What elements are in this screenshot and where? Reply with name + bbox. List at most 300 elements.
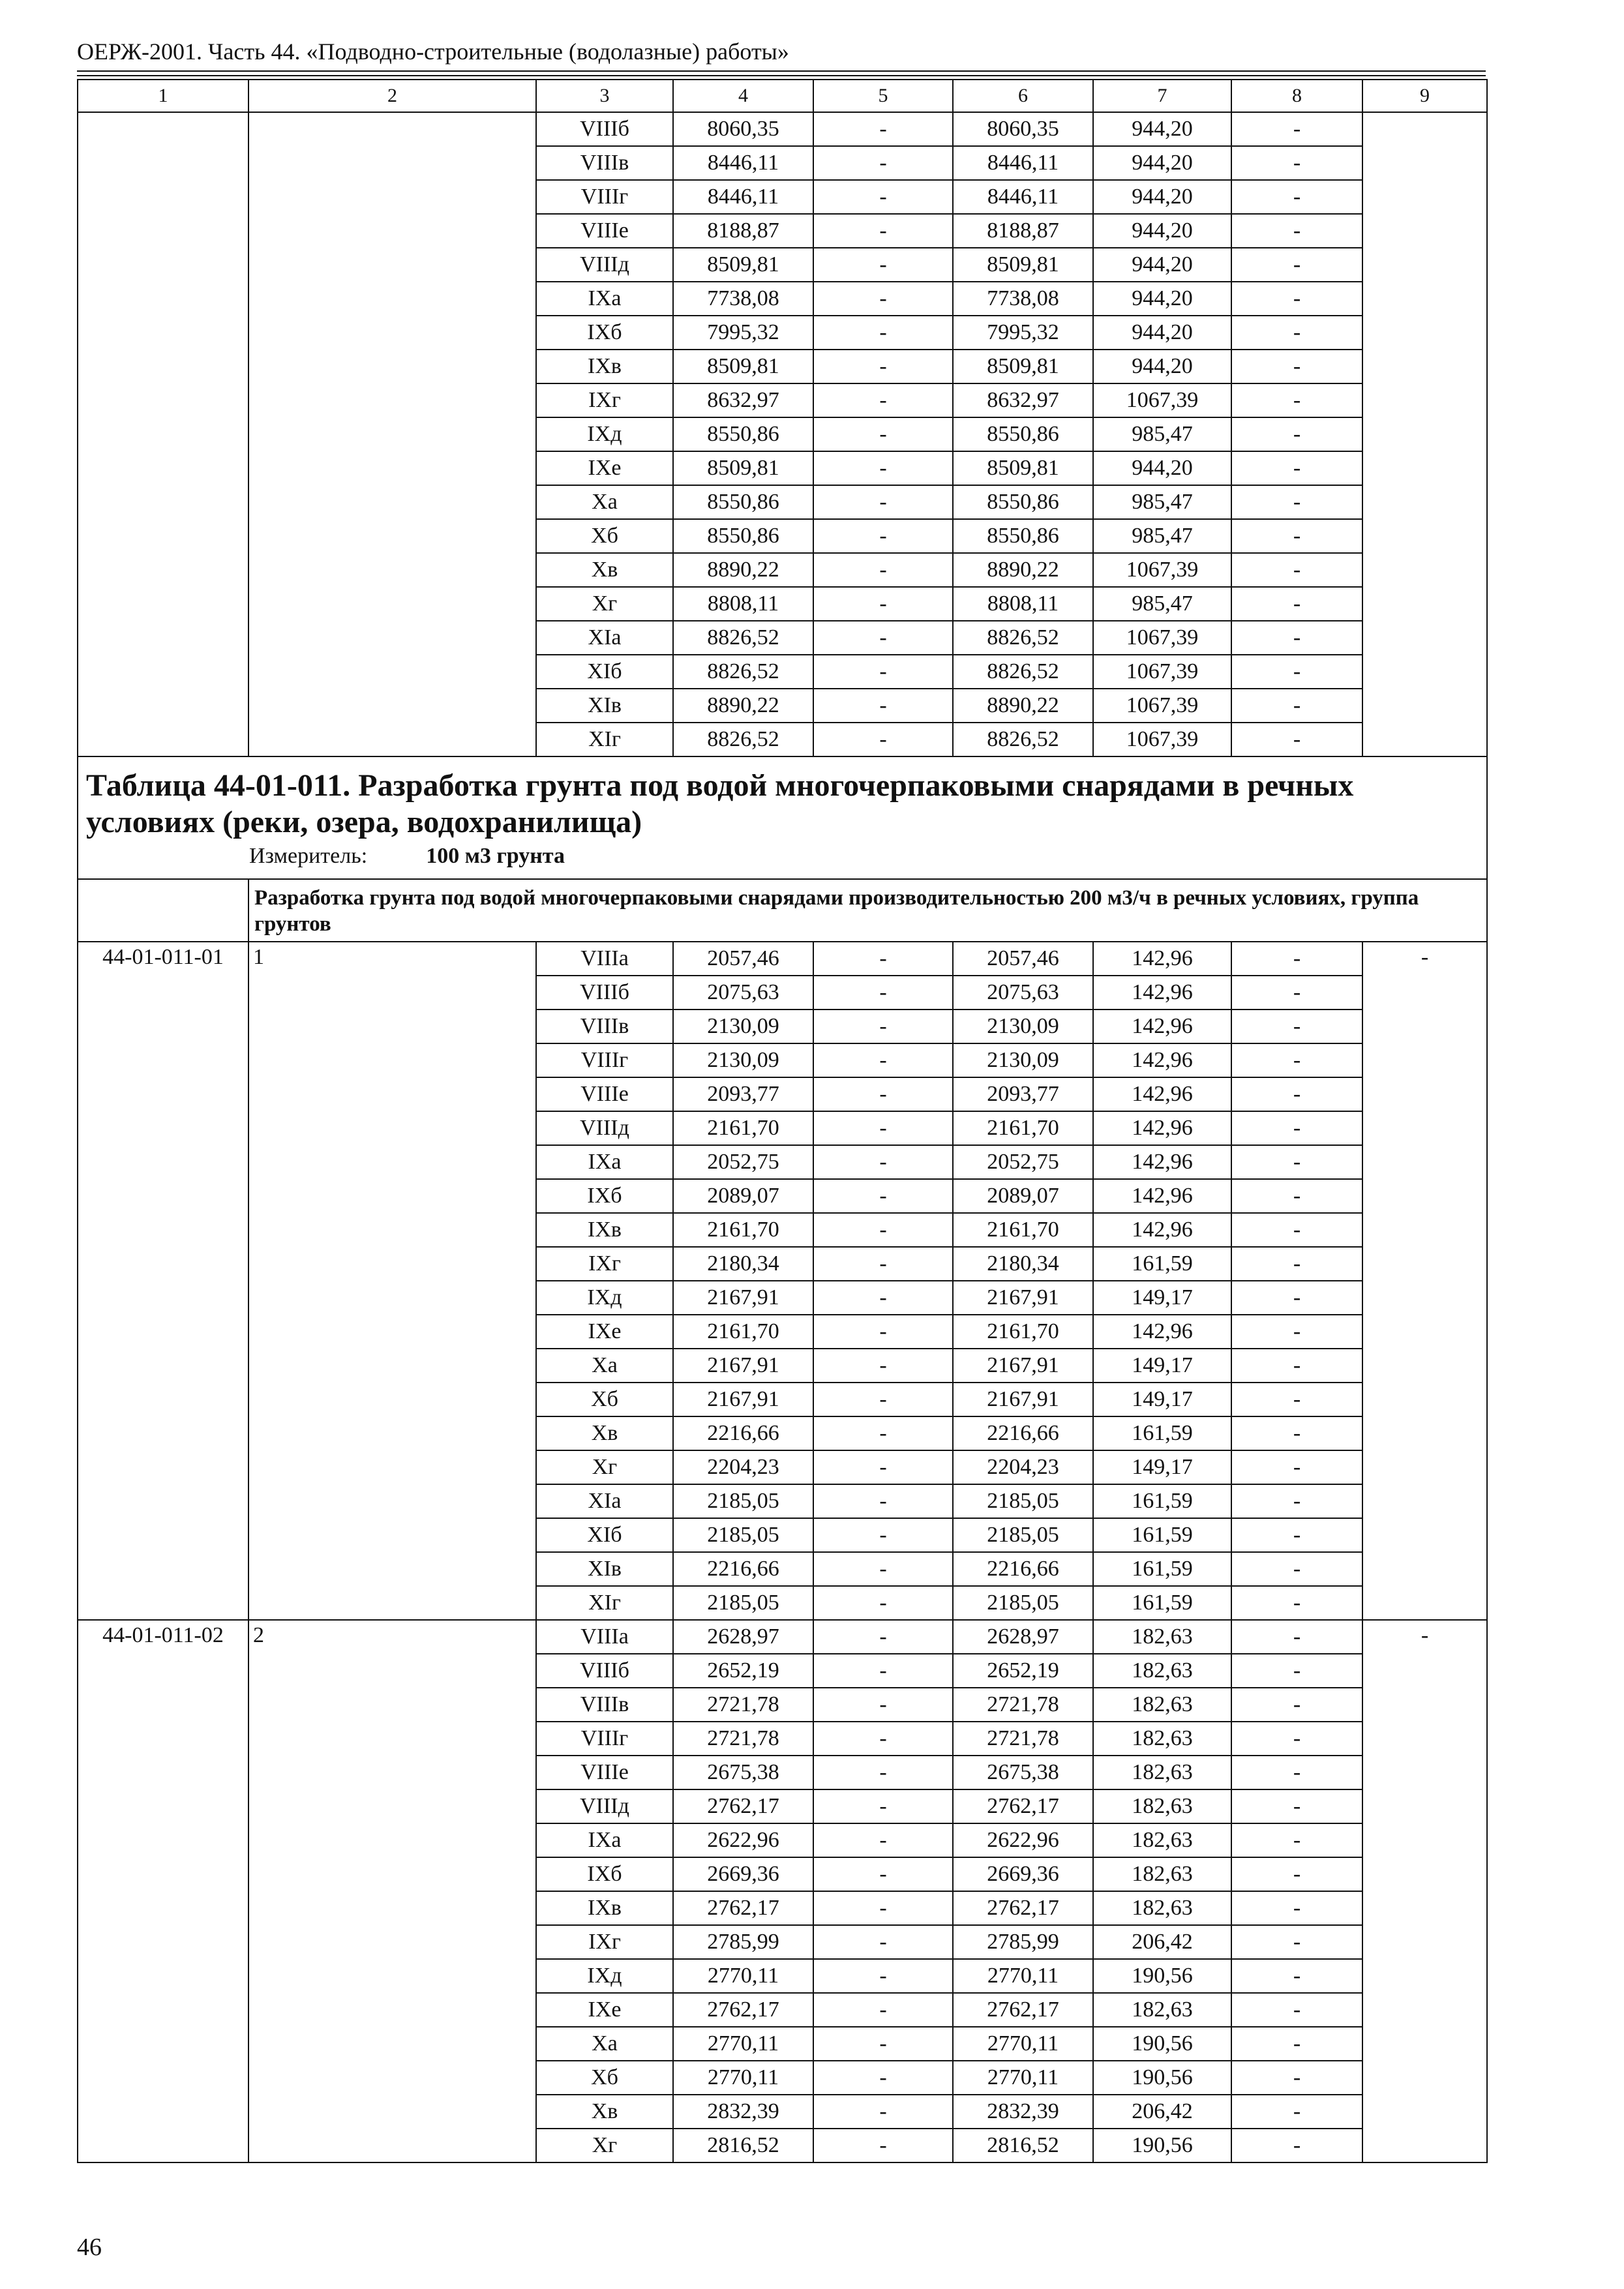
value-col5: - — [813, 1247, 953, 1281]
value-col5: - — [813, 1043, 953, 1077]
value-col8: - — [1231, 1654, 1362, 1688]
value-col5: - — [813, 417, 953, 451]
value-col8: - — [1231, 2095, 1362, 2129]
value-col6: 8446,11 — [953, 146, 1093, 180]
value-col5: - — [813, 2095, 953, 2129]
value-col8: - — [1231, 1620, 1362, 1654]
value-col8: - — [1231, 1722, 1362, 1756]
value-col8: - — [1231, 1756, 1362, 1789]
value-col7: 161,59 — [1093, 1247, 1231, 1281]
value-col7: 944,20 — [1093, 180, 1231, 214]
value-col6: 2089,07 — [953, 1179, 1093, 1213]
value-col7: 142,96 — [1093, 1111, 1231, 1145]
value-col6: 2130,09 — [953, 1010, 1093, 1043]
value-col8: - — [1231, 1077, 1362, 1111]
group-cell: Xг — [536, 1450, 673, 1484]
group-cell: IXб — [536, 316, 673, 350]
value-col6: 2762,17 — [953, 1891, 1093, 1925]
value-col5: - — [813, 1722, 953, 1756]
value-col8: - — [1231, 451, 1362, 485]
group-cell: IXд — [536, 417, 673, 451]
value-col4: 8890,22 — [673, 553, 813, 587]
value-col4: 8632,97 — [673, 383, 813, 417]
rates-table-body — [78, 80, 1487, 2162]
rate-code: 44-01-011-01 — [78, 942, 248, 1620]
group-cell: VIIIе — [536, 214, 673, 248]
value-col4: 8808,11 — [673, 587, 813, 621]
value-col6: 2675,38 — [953, 1756, 1093, 1789]
group-cell: Xб — [536, 519, 673, 553]
value-col5: - — [813, 112, 953, 146]
value-col8: - — [1231, 1281, 1362, 1315]
value-col4: 2185,05 — [673, 1586, 813, 1620]
value-col4: 8550,86 — [673, 519, 813, 553]
section-title-row — [78, 756, 1487, 879]
group-cell: Xб — [536, 1383, 673, 1416]
value-col7: 161,59 — [1093, 1416, 1231, 1450]
value-col5: - — [813, 1925, 953, 1959]
value-col7: 1067,39 — [1093, 553, 1231, 587]
group-cell: Xв — [536, 1416, 673, 1450]
value-col8: - — [1231, 1857, 1362, 1891]
value-col7: 190,56 — [1093, 2061, 1231, 2095]
column-number: 9 — [1362, 80, 1487, 112]
column-number: 8 — [1231, 80, 1362, 112]
value-col5: - — [813, 1315, 953, 1349]
group-cell: IXд — [536, 1959, 673, 1993]
group-cell: IXг — [536, 383, 673, 417]
group-cell: IXа — [536, 282, 673, 316]
value-col7: 182,63 — [1093, 1993, 1231, 2027]
value-col6: 8509,81 — [953, 451, 1093, 485]
value-col5: - — [813, 1383, 953, 1416]
value-col5: - — [813, 350, 953, 383]
value-col4: 2075,63 — [673, 976, 813, 1010]
group-cell: VIIIв — [536, 1010, 673, 1043]
value-col8: - — [1231, 1010, 1362, 1043]
value-col4: 2652,19 — [673, 1654, 813, 1688]
value-col4: 2057,46 — [673, 942, 813, 976]
value-col8: - — [1231, 214, 1362, 248]
value-col6: 2130,09 — [953, 1043, 1093, 1077]
value-col8: - — [1231, 383, 1362, 417]
group-cell: VIIIд — [536, 1111, 673, 1145]
group-cell: VIIIд — [536, 1789, 673, 1823]
value-col6: 2770,11 — [953, 2027, 1093, 2061]
group-cell: XIб — [536, 1518, 673, 1552]
group-cell: XIг — [536, 1586, 673, 1620]
value-col7: 1067,39 — [1093, 383, 1231, 417]
value-col8: - — [1231, 2061, 1362, 2095]
value-col4: 8550,86 — [673, 417, 813, 451]
value-col5: - — [813, 1213, 953, 1247]
value-col7: 190,56 — [1093, 2027, 1231, 2061]
value-col6: 2816,52 — [953, 2129, 1093, 2162]
rate-number: 2 — [248, 1620, 536, 2162]
column-number: 5 — [813, 80, 953, 112]
value-col4: 2130,09 — [673, 1010, 813, 1043]
id-cell-empty — [78, 112, 248, 756]
value-col5: - — [813, 553, 953, 587]
value-col5: - — [813, 2129, 953, 2162]
value-col7: 190,56 — [1093, 2129, 1231, 2162]
rates-table — [77, 79, 1488, 2163]
value-col5: - — [813, 1789, 953, 1823]
value-col5: - — [813, 519, 953, 553]
value-col5: - — [813, 1145, 953, 1179]
value-col7: 161,59 — [1093, 1552, 1231, 1586]
value-col4: 8826,52 — [673, 723, 813, 756]
value-col8: - — [1231, 112, 1362, 146]
value-col8: - — [1231, 350, 1362, 383]
value-col4: 2628,97 — [673, 1620, 813, 1654]
unit-value: 100 м3 грунта — [426, 844, 565, 868]
value-col4: 2167,91 — [673, 1383, 813, 1416]
value-col7: 1067,39 — [1093, 689, 1231, 723]
value-col7: 206,42 — [1093, 1925, 1231, 1959]
value-col7: 142,96 — [1093, 1010, 1231, 1043]
value-col5: - — [813, 2027, 953, 2061]
group-cell: VIIIб — [536, 976, 673, 1010]
col9-cell-empty — [1362, 112, 1487, 756]
value-col8: - — [1231, 1450, 1362, 1484]
value-col5: - — [813, 1281, 953, 1315]
value-col6: 2622,96 — [953, 1823, 1093, 1857]
value-col4: 2770,11 — [673, 1959, 813, 1993]
value-col6: 2180,34 — [953, 1247, 1093, 1281]
value-col6: 2652,19 — [953, 1654, 1093, 1688]
group-cell: XIв — [536, 1552, 673, 1586]
value-col6: 2628,97 — [953, 1620, 1093, 1654]
value-col4: 2167,91 — [673, 1349, 813, 1383]
value-col7: 142,96 — [1093, 1043, 1231, 1077]
value-col8: - — [1231, 180, 1362, 214]
group-cell: VIIIе — [536, 1077, 673, 1111]
group-cell: VIIIб — [536, 112, 673, 146]
group-cell: IXд — [536, 1281, 673, 1315]
column-number: 7 — [1093, 80, 1231, 112]
value-col7: 182,63 — [1093, 1789, 1231, 1823]
value-col7: 182,63 — [1093, 1722, 1231, 1756]
table-row — [78, 942, 1487, 976]
value-col4: 2762,17 — [673, 1993, 813, 2027]
value-col7: 985,47 — [1093, 519, 1231, 553]
value-col8: - — [1231, 1586, 1362, 1620]
value-col7: 161,59 — [1093, 1586, 1231, 1620]
value-col5: - — [813, 1993, 953, 2027]
value-col7: 182,63 — [1093, 1756, 1231, 1789]
value-col7: 142,96 — [1093, 942, 1231, 976]
group-cell: IXа — [536, 1145, 673, 1179]
value-col4: 2052,75 — [673, 1145, 813, 1179]
value-col7: 944,20 — [1093, 248, 1231, 282]
value-col4: 2093,77 — [673, 1077, 813, 1111]
value-col4: 2185,05 — [673, 1518, 813, 1552]
value-col8: - — [1231, 1145, 1362, 1179]
group-cell: Xв — [536, 2095, 673, 2129]
group-cell: XIа — [536, 621, 673, 655]
value-col6: 8808,11 — [953, 587, 1093, 621]
value-col5: - — [813, 316, 953, 350]
value-col8: - — [1231, 655, 1362, 689]
value-col6: 2161,70 — [953, 1111, 1093, 1145]
group-cell: Xа — [536, 2027, 673, 2061]
value-col6: 8188,87 — [953, 214, 1093, 248]
value-col4: 2675,38 — [673, 1756, 813, 1789]
value-col6: 2052,75 — [953, 1145, 1093, 1179]
value-col5: - — [813, 1552, 953, 1586]
group-cell: XIг — [536, 723, 673, 756]
table-title: Таблица 44-01-011. Разработка грунта под водой многочерпаковыми снарядами в речных условиях (реки, озера, водохранилища) — [86, 768, 1354, 839]
value-col6: 2785,99 — [953, 1925, 1093, 1959]
value-col7: 182,63 — [1093, 1654, 1231, 1688]
value-col7: 182,63 — [1093, 1620, 1231, 1654]
group-cell: IXб — [536, 1179, 673, 1213]
value-col7: 149,17 — [1093, 1281, 1231, 1315]
group-cell: IXг — [536, 1925, 673, 1959]
value-col6: 2185,05 — [953, 1586, 1093, 1620]
value-col6: 7995,32 — [953, 316, 1093, 350]
value-col8: - — [1231, 1552, 1362, 1586]
value-col4: 2216,66 — [673, 1416, 813, 1450]
value-col5: - — [813, 1484, 953, 1518]
value-col6: 2075,63 — [953, 976, 1093, 1010]
group-cell: Xа — [536, 1349, 673, 1383]
value-col6: 8509,81 — [953, 350, 1093, 383]
value-col4: 2622,96 — [673, 1823, 813, 1857]
group-cell: VIIIв — [536, 1688, 673, 1722]
value-col5: - — [813, 383, 953, 417]
value-col4: 7995,32 — [673, 316, 813, 350]
column-number: 2 — [248, 80, 536, 112]
value-col4: 2770,11 — [673, 2027, 813, 2061]
value-col4: 8509,81 — [673, 350, 813, 383]
value-col4: 8826,52 — [673, 621, 813, 655]
value-col6: 8890,22 — [953, 689, 1093, 723]
value-col4: 2089,07 — [673, 1179, 813, 1213]
value-col7: 944,20 — [1093, 112, 1231, 146]
value-col8: - — [1231, 519, 1362, 553]
value-col8: - — [1231, 587, 1362, 621]
value-col6: 2161,70 — [953, 1213, 1093, 1247]
value-col8: - — [1231, 553, 1362, 587]
value-col4: 7738,08 — [673, 282, 813, 316]
value-col5: - — [813, 485, 953, 519]
value-col6: 8550,86 — [953, 485, 1093, 519]
column-number: 6 — [953, 80, 1093, 112]
value-col7: 142,96 — [1093, 1077, 1231, 1111]
column-number: 1 — [78, 80, 248, 112]
page-header: ОЕРЖ-2001. Часть 44. «Подводно-строительные (водолазные) работы» — [77, 38, 789, 65]
value-col4: 8188,87 — [673, 214, 813, 248]
value-col4: 8060,35 — [673, 112, 813, 146]
value-col4: 2721,78 — [673, 1722, 813, 1756]
value-col7: 1067,39 — [1093, 723, 1231, 756]
value-col8: - — [1231, 689, 1362, 723]
group-cell: VIIIг — [536, 180, 673, 214]
value-col8: - — [1231, 485, 1362, 519]
group-cell: IXа — [536, 1823, 673, 1857]
value-col6: 8060,35 — [953, 112, 1093, 146]
value-col5: - — [813, 1688, 953, 1722]
value-col8: - — [1231, 1213, 1362, 1247]
value-col8: - — [1231, 1484, 1362, 1518]
value-col6: 7738,08 — [953, 282, 1093, 316]
value-col5: - — [813, 1959, 953, 1993]
group-cell: VIIIа — [536, 942, 673, 976]
value-col8: - — [1231, 976, 1362, 1010]
value-col6: 2167,91 — [953, 1349, 1093, 1383]
group-cell: Xв — [536, 553, 673, 587]
value-col6: 8826,52 — [953, 655, 1093, 689]
value-col7: 944,20 — [1093, 316, 1231, 350]
value-col6: 8632,97 — [953, 383, 1093, 417]
value-col5: - — [813, 1010, 953, 1043]
value-col8: - — [1231, 621, 1362, 655]
value-col5: - — [813, 621, 953, 655]
value-col7: 1067,39 — [1093, 655, 1231, 689]
table-row — [78, 112, 1487, 146]
value-col4: 2161,70 — [673, 1315, 813, 1349]
group-cell: IXб — [536, 1857, 673, 1891]
value-col7: 142,96 — [1093, 1145, 1231, 1179]
section-title-cell — [78, 756, 1487, 879]
value-col6: 2669,36 — [953, 1857, 1093, 1891]
value-col6: 2762,17 — [953, 1993, 1093, 2027]
value-col8: - — [1231, 1111, 1362, 1145]
group-cell: Xб — [536, 2061, 673, 2095]
value-col5: - — [813, 282, 953, 316]
page-number: 46 — [77, 2234, 102, 2261]
value-col8: - — [1231, 723, 1362, 756]
value-col7: 1067,39 — [1093, 621, 1231, 655]
col9-value: - — [1362, 942, 1487, 1620]
value-col5: - — [813, 723, 953, 756]
group-cell: IXв — [536, 1213, 673, 1247]
value-col5: - — [813, 2061, 953, 2095]
value-col8: - — [1231, 1179, 1362, 1213]
value-col4: 2161,70 — [673, 1213, 813, 1247]
value-col6: 2185,05 — [953, 1484, 1093, 1518]
value-col4: 2762,17 — [673, 1891, 813, 1925]
value-col8: - — [1231, 282, 1362, 316]
group-cell: VIIIа — [536, 1620, 673, 1654]
group-cell: IXв — [536, 1891, 673, 1925]
value-col6: 8550,86 — [953, 417, 1093, 451]
value-col4: 2770,11 — [673, 2061, 813, 2095]
value-col7: 190,56 — [1093, 1959, 1231, 1993]
group-cell: Xа — [536, 485, 673, 519]
value-col4: 2762,17 — [673, 1789, 813, 1823]
value-col6: 2057,46 — [953, 942, 1093, 976]
value-col4: 2130,09 — [673, 1043, 813, 1077]
value-col6: 2167,91 — [953, 1383, 1093, 1416]
column-number-row — [78, 80, 1487, 112]
value-col5: - — [813, 1077, 953, 1111]
group-cell: IXе — [536, 1315, 673, 1349]
value-col8: - — [1231, 1416, 1362, 1450]
value-col8: - — [1231, 1688, 1362, 1722]
value-col4: 2161,70 — [673, 1111, 813, 1145]
value-col7: 161,59 — [1093, 1518, 1231, 1552]
value-col4: 2832,39 — [673, 2095, 813, 2129]
value-col7: 142,96 — [1093, 1179, 1231, 1213]
header-rule-top — [77, 70, 1486, 72]
header-rule-bottom — [77, 75, 1486, 76]
value-col5: - — [813, 655, 953, 689]
unit-row — [86, 843, 1486, 869]
value-col7: 142,96 — [1093, 1213, 1231, 1247]
value-col6: 2167,91 — [953, 1281, 1093, 1315]
value-col8: - — [1231, 942, 1362, 976]
group-cell: XIа — [536, 1484, 673, 1518]
value-col7: 182,63 — [1093, 1857, 1231, 1891]
value-col5: - — [813, 1416, 953, 1450]
value-col5: - — [813, 1654, 953, 1688]
value-col7: 985,47 — [1093, 485, 1231, 519]
value-col5: - — [813, 942, 953, 976]
value-col4: 2669,36 — [673, 1857, 813, 1891]
value-col7: 142,96 — [1093, 976, 1231, 1010]
value-col6: 2161,70 — [953, 1315, 1093, 1349]
value-col7: 944,20 — [1093, 350, 1231, 383]
value-col4: 8890,22 — [673, 689, 813, 723]
value-col7: 944,20 — [1093, 282, 1231, 316]
value-col5: - — [813, 976, 953, 1010]
group-cell: IXе — [536, 451, 673, 485]
value-col5: - — [813, 1620, 953, 1654]
value-col5: - — [813, 1857, 953, 1891]
value-col8: - — [1231, 1993, 1362, 2027]
group-cell: VIIIд — [536, 248, 673, 282]
value-col8: - — [1231, 417, 1362, 451]
value-col8: - — [1231, 1891, 1362, 1925]
value-col5: - — [813, 1518, 953, 1552]
value-col7: 161,59 — [1093, 1484, 1231, 1518]
unit-label: Измеритель: — [249, 844, 368, 868]
value-col6: 8509,81 — [953, 248, 1093, 282]
value-col6: 2185,05 — [953, 1518, 1093, 1552]
value-col6: 2216,66 — [953, 1552, 1093, 1586]
value-col5: - — [813, 180, 953, 214]
value-col4: 8446,11 — [673, 146, 813, 180]
value-col5: - — [813, 1450, 953, 1484]
value-col6: 2770,11 — [953, 1959, 1093, 1993]
group-cell: IXв — [536, 350, 673, 383]
subtitle-cell: Разработка грунта под водой многочерпаковыми снарядами производительностью 200 м3/ч в речных условиях, группа грунтов — [248, 879, 1487, 942]
value-col8: - — [1231, 1823, 1362, 1857]
value-col8: - — [1231, 248, 1362, 282]
value-col7: 149,17 — [1093, 1349, 1231, 1383]
value-col5: - — [813, 146, 953, 180]
value-col6: 8826,52 — [953, 621, 1093, 655]
value-col8: - — [1231, 1925, 1362, 1959]
value-col6: 2832,39 — [953, 2095, 1093, 2129]
value-col7: 149,17 — [1093, 1383, 1231, 1416]
value-col5: - — [813, 451, 953, 485]
value-col4: 8446,11 — [673, 180, 813, 214]
value-col8: - — [1231, 146, 1362, 180]
value-col5: - — [813, 1111, 953, 1145]
value-col6: 8446,11 — [953, 180, 1093, 214]
subtitle-empty-cell — [78, 879, 248, 942]
value-col7: 985,47 — [1093, 417, 1231, 451]
value-col5: - — [813, 1891, 953, 1925]
rate-number: 1 — [248, 942, 536, 1620]
value-col6: 2093,77 — [953, 1077, 1093, 1111]
col9-value: - — [1362, 1620, 1487, 2162]
rates-table-container — [77, 79, 1486, 2163]
